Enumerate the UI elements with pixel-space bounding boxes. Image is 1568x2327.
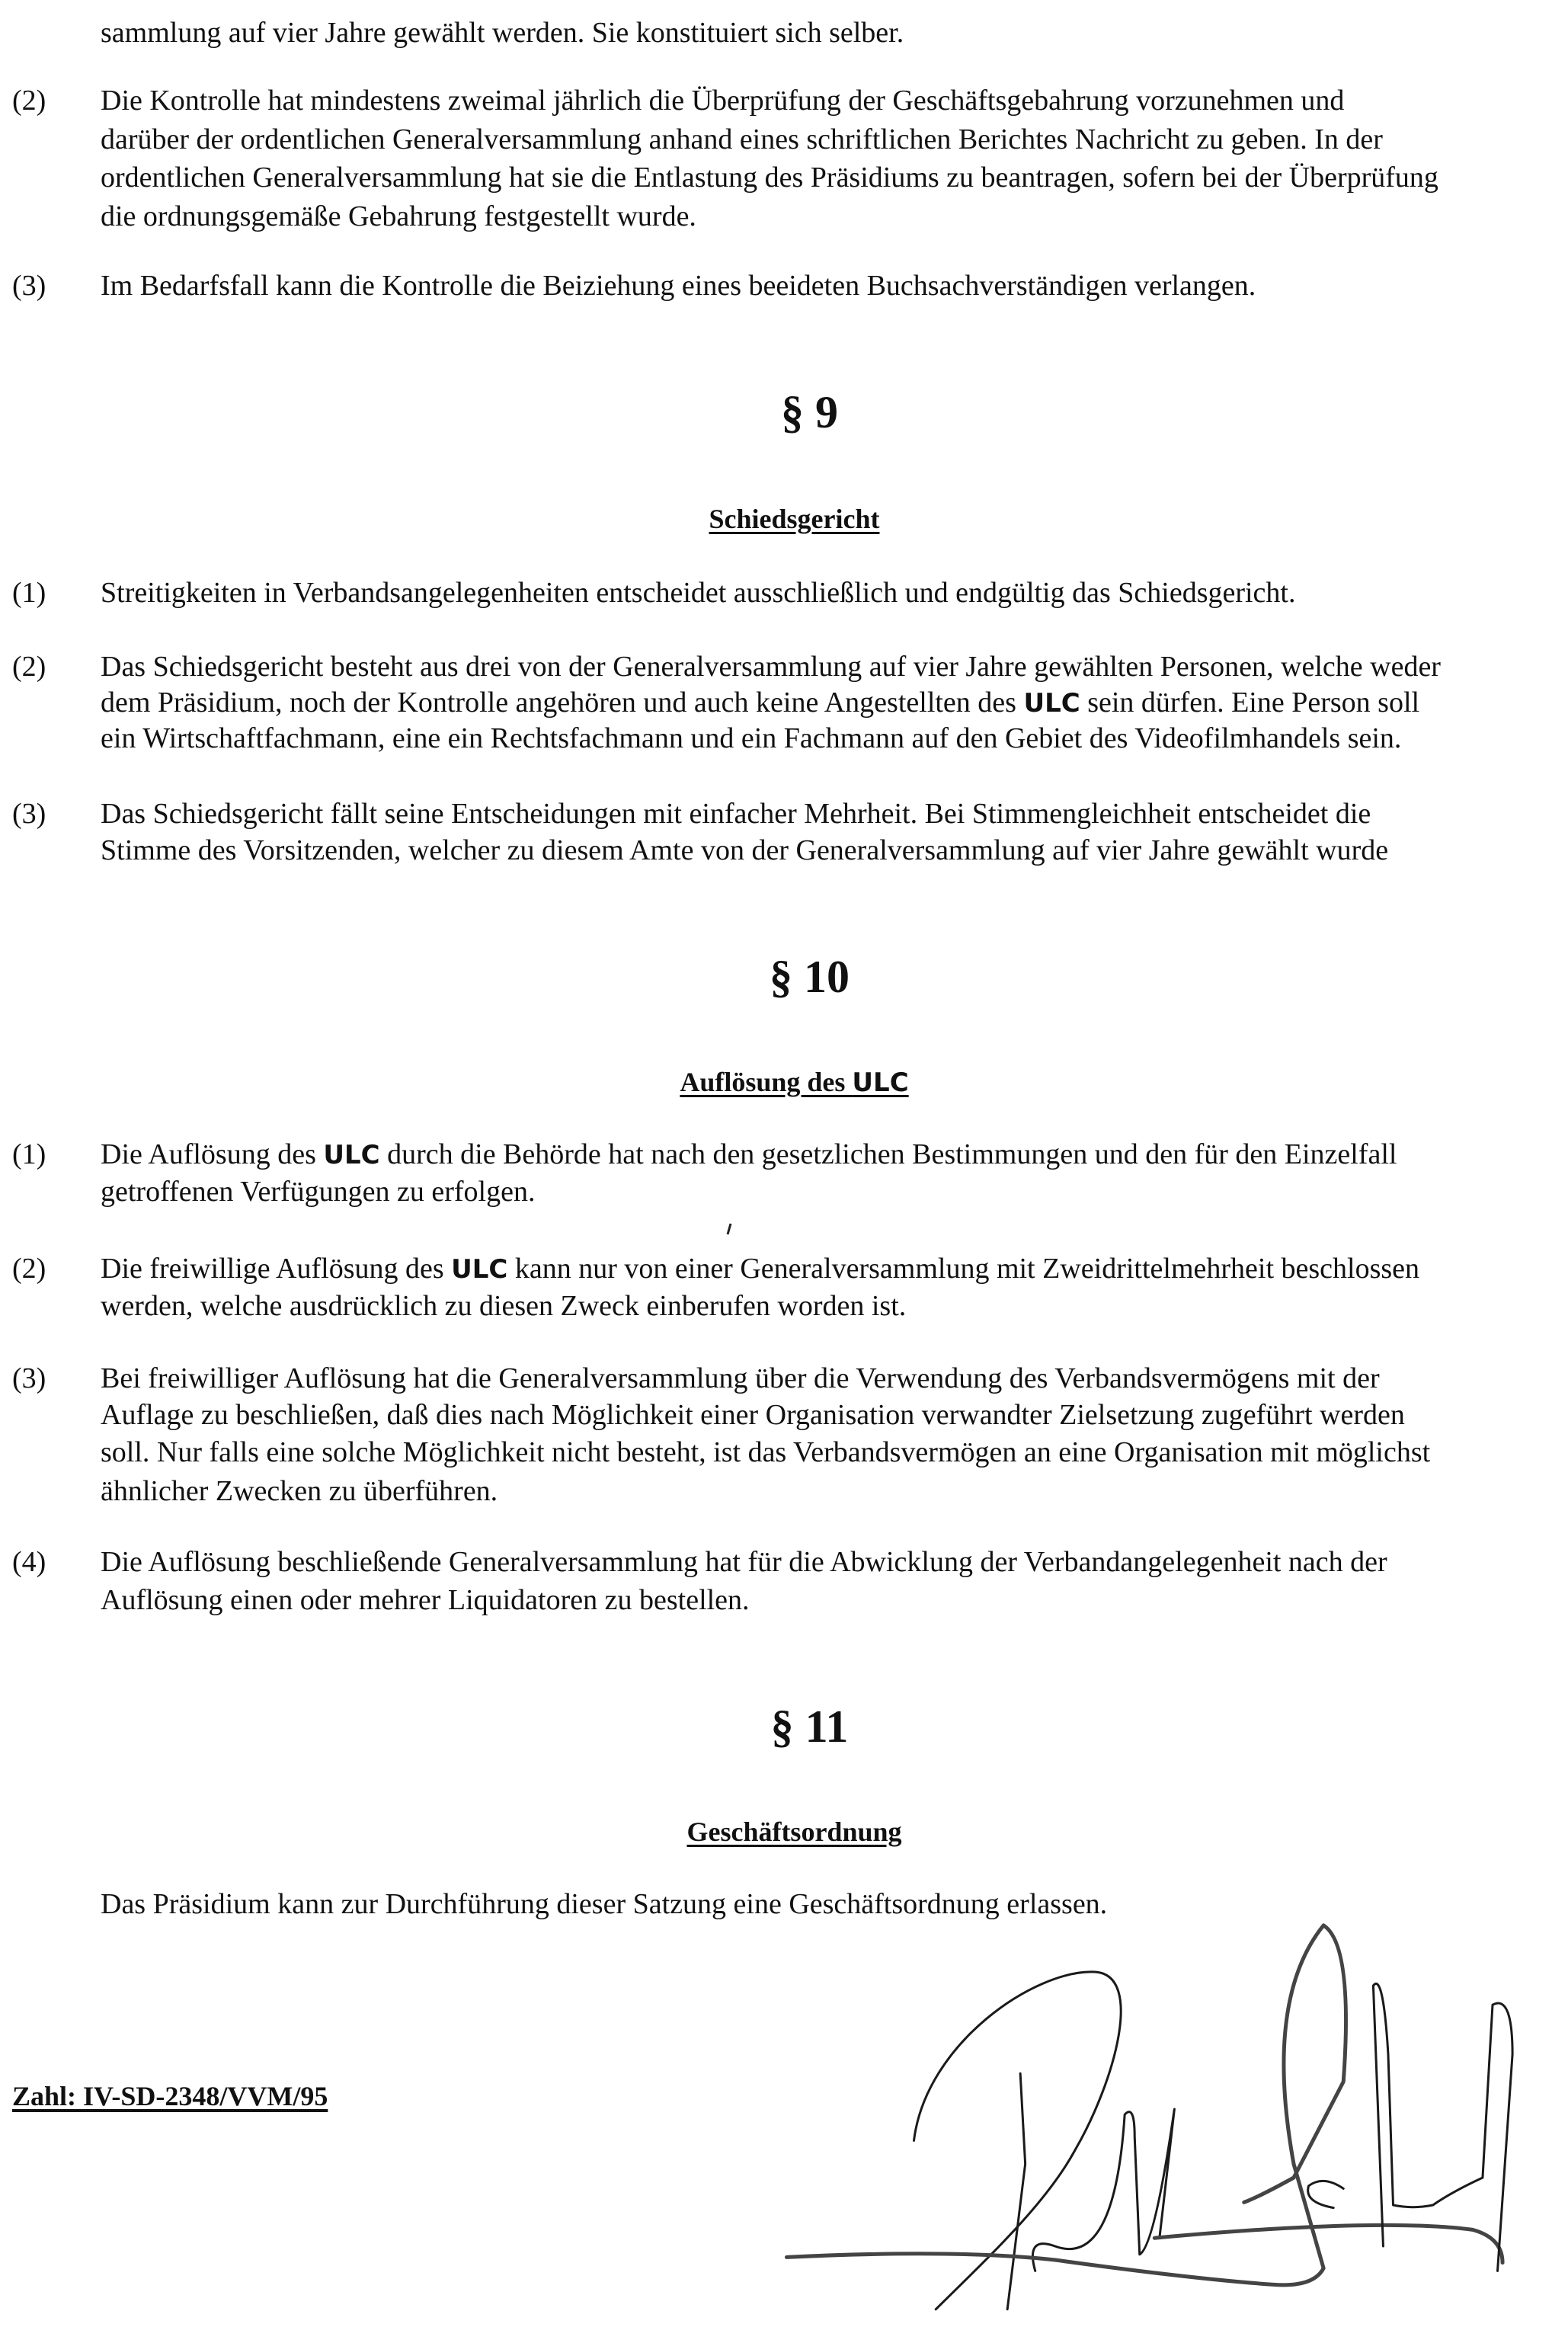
paragraph-line: Die Auflösung beschließende Generalversammlung hat für die Abwicklung der Verbandangelegenheit nach der — [101, 1546, 1387, 1578]
paragraph-number: (2) — [12, 651, 46, 683]
text: Die Auflösung des — [101, 1138, 324, 1170]
text: kann nur von einer Generalversammlung mit Zweidrittelmehrheit beschlossen — [507, 1253, 1420, 1285]
paragraph-line — [101, 684, 1419, 722]
paragraph-number: (1) — [12, 577, 46, 609]
text: Auflösung des — [680, 1067, 853, 1097]
paragraph-line: Auflage zu beschließen, daß dies nach Möglichkeit einer Organisation verwandter Zielsetzung zugeführt werden — [101, 1399, 1405, 1431]
signature-stroke — [914, 1972, 1121, 2309]
signature-stroke — [786, 1925, 1346, 2285]
paragraph-line: Stimme des Vorsitzenden, welcher zu diesem Amte von der Generalversammlung auf vier Jahre gewählt wurde — [101, 834, 1389, 866]
paragraph-number: (1) — [12, 1138, 46, 1170]
paragraph-line: Das Schiedsgericht fällt seine Entscheidungen mit einfacher Mehrheit. Bei Stimmengleichheit entscheidet die — [101, 798, 1371, 830]
paragraph-line: Das Schiedsgericht besteht aus drei von der Generalversammlung auf vier Jahre gewählten Personen, welche weder — [101, 651, 1441, 683]
paragraph-line: Das Präsidium kann zur Durchführung dieser Satzung eine Geschäftsordnung erlassen. — [101, 1888, 1108, 1920]
section-heading-geschaeftsordnung: Geschäftsordnung — [686, 1816, 902, 1847]
paragraph-number: (4) — [12, 1546, 46, 1578]
intro-line: sammlung auf vier Jahre gewählt werden. Sie konstituiert sich selber. — [101, 17, 904, 49]
text: sein dürfen. Eine Person soll — [1080, 687, 1420, 719]
paragraph-number: (3) — [12, 270, 46, 302]
paragraph-number: (2) — [12, 1253, 46, 1285]
paragraph-line — [101, 1136, 1397, 1173]
ulc-name: ULC — [1023, 688, 1080, 719]
ulc-name: ULC — [323, 1140, 380, 1170]
ulc-name: ULC — [451, 1254, 508, 1285]
paragraph-number: (2) — [12, 85, 46, 117]
paragraph-number: (3) — [12, 1362, 46, 1394]
paragraph-line: getroffenen Verfügungen zu erfolgen. — [101, 1176, 536, 1208]
signature-stroke — [1032, 2109, 1174, 2271]
paragraph-line: Streitigkeiten in Verbandsangelegenheiten entscheidet ausschließlich und endgültig das Schiedsgericht. — [101, 577, 1296, 609]
paragraph-line: Bei freiwilliger Auflösung hat die Generalversammlung über die Verwendung des Verbandsvermögens mit der — [101, 1362, 1380, 1394]
section-number-10: § 10 — [770, 952, 850, 1002]
paragraph-line: Auflösung einen oder mehrer Liquidatoren zu bestellen. — [101, 1584, 750, 1616]
paragraph-line — [101, 1250, 1419, 1288]
section-number-11: § 11 — [770, 1701, 849, 1752]
paragraph-line: werden, welche ausdrücklich zu diesen Zweck einberufen worden ist. — [101, 1290, 907, 1322]
signature-stroke — [1373, 1983, 1512, 2271]
signature-stroke — [1154, 2225, 1502, 2262]
reference-number: Zahl: IV-SD-2348/VVM/95 — [12, 2081, 328, 2111]
paragraph-line: ordentlichen Generalversammlung hat sie die Entlastung des Präsidiums zu beantragen, sofern bei der Überprüfung — [101, 162, 1438, 194]
paragraph-line: ein Wirtschaftfachmann, eine ein Rechtsfachmann und ein Fachmann auf den Gebiet des Videofilmhandels sein. — [101, 722, 1402, 754]
paragraph-line: soll. Nur falls eine solche Möglichkeit nicht besteht, ist das Verbandsvermögen an eine Organisation mit möglichst — [101, 1436, 1431, 1468]
section-number-9: § 9 — [781, 387, 838, 437]
ulc-name: ULC — [852, 1067, 909, 1098]
paragraph-line: darüber der ordentlichen Generalversammlung anhand eines schriftlichen Berichtes Nachricht zu geben. In der — [101, 123, 1383, 155]
signature-stroke — [1007, 2073, 1025, 2309]
text: Die freiwillige Auflösung des — [101, 1253, 452, 1285]
paragraph-number: (3) — [12, 798, 46, 830]
paragraph-line: die ordnungsgemäße Gebahrung festgestellt wurde. — [101, 200, 696, 232]
text: dem Präsidium, noch der Kontrolle angehören und auch keine Angestellten des — [101, 687, 1024, 719]
paragraph-line: Die Kontrolle hat mindestens zweimal jährlich die Überprüfung der Geschäftsgebahrung vorzunehmen und — [101, 85, 1345, 117]
section-heading-aufloesung — [0, 1064, 1568, 1100]
signature-stroke — [1308, 2181, 1344, 2207]
text: durch die Behörde hat nach den gesetzlichen Bestimmungen und den für den Einzelfall — [379, 1138, 1397, 1170]
paragraph-line: Im Bedarfsfall kann die Kontrolle die Beiziehung eines beeideten Buchsachverständigen verlangen. — [101, 270, 1256, 302]
paragraph-line: ähnlicher Zwecken zu überführen. — [101, 1475, 498, 1507]
stray-mark — [728, 1224, 731, 1234]
section-heading-schiedsgericht: Schiedsgericht — [709, 504, 880, 534]
